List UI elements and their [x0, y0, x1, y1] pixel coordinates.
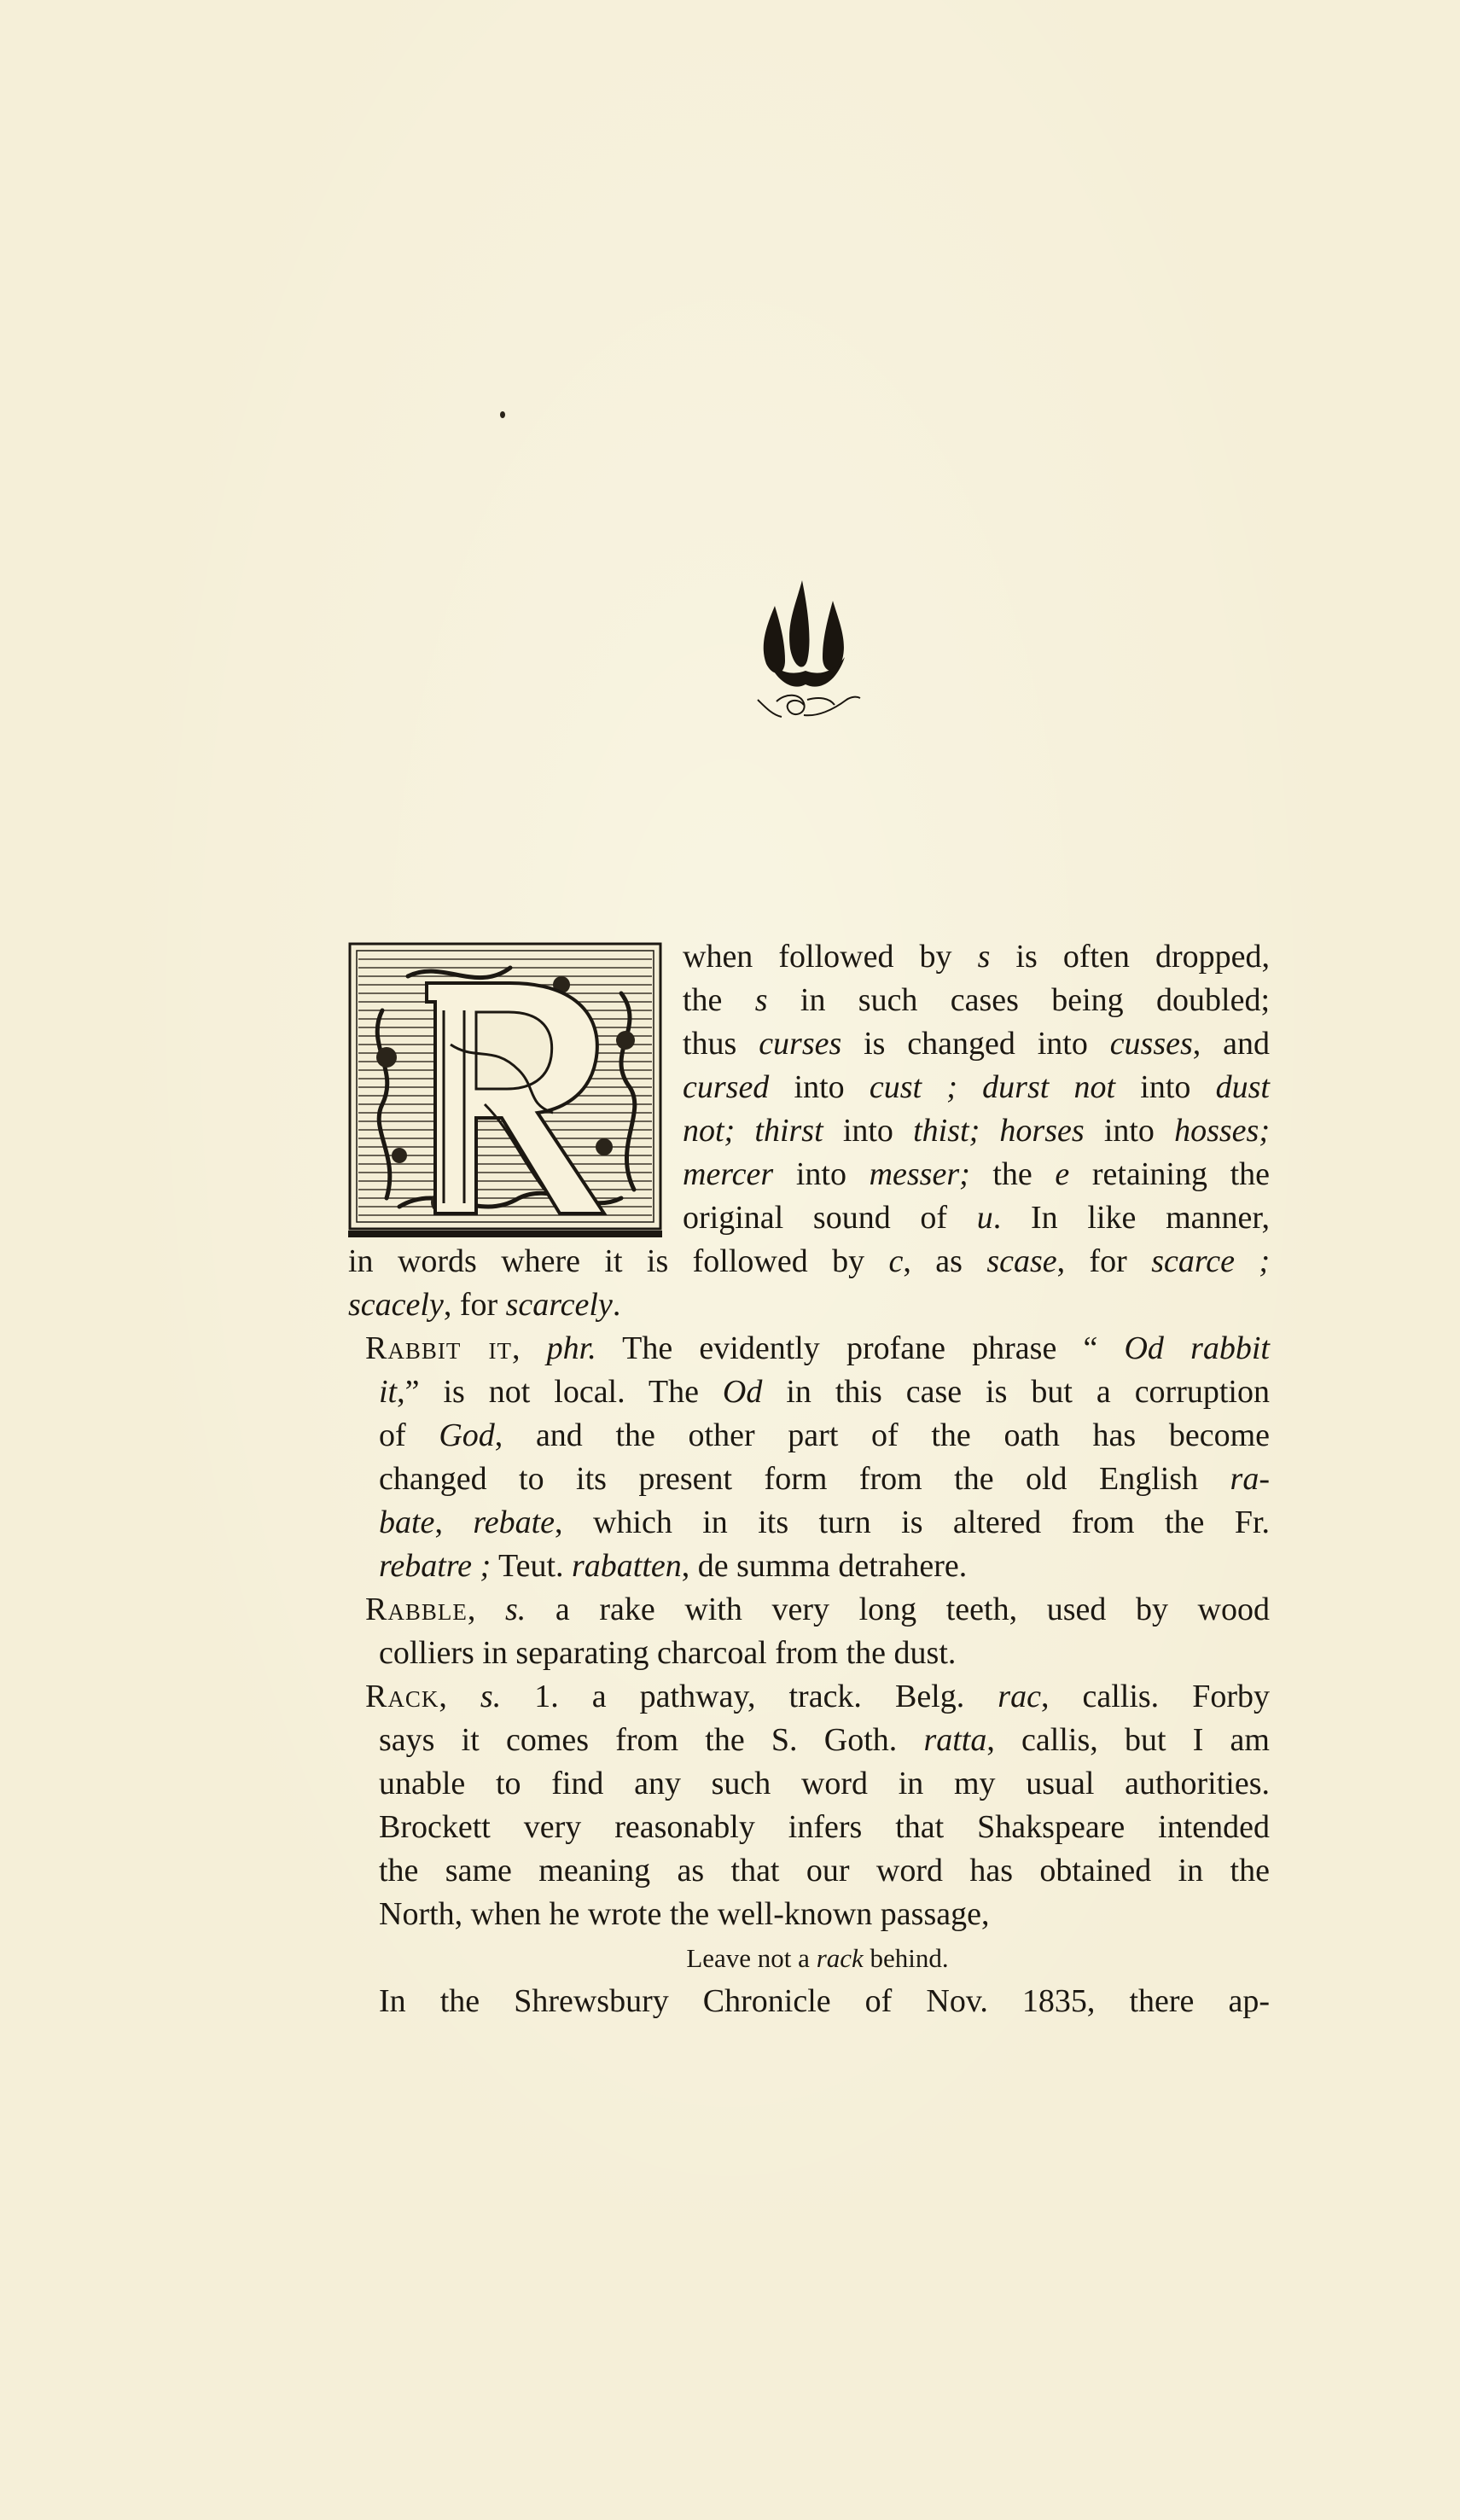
italic-term: e	[1055, 1156, 1070, 1192]
decorated-initial-r-icon	[348, 942, 662, 1239]
flame-ornament	[751, 572, 862, 742]
italic-term: dust	[1215, 1069, 1270, 1105]
dictionary-text	[348, 935, 1270, 2023]
italic-term: it	[379, 1374, 398, 1410]
italic-term: rebate	[473, 1504, 555, 1540]
italic-term: rack	[816, 1943, 864, 1973]
text-line: original sound of u. In like manner,	[683, 1200, 1271, 1236]
text-line: says it comes from the S. Goth. ratta, callis, but I am	[379, 1722, 1270, 1758]
italic-term: hosses;	[1174, 1113, 1270, 1149]
italic-term: ratta	[923, 1722, 987, 1758]
quotation: Leave not a rack behind.	[686, 1943, 949, 1973]
italic-term: scase	[986, 1243, 1057, 1279]
entry-first-line: Rack, s. 1. a pathway, track. Belg. rac, callis. Forby	[365, 1679, 1270, 1714]
text-line: of God, and the other part of the oath has become	[379, 1417, 1271, 1453]
italic-term: c	[888, 1243, 904, 1279]
text-line: thus curses is changed into cusses, and	[683, 1026, 1270, 1062]
entry-headword: Rabble	[365, 1592, 468, 1627]
italic-term: mercer	[683, 1156, 774, 1192]
text-line: unable to find any such word in my usual authorities.	[379, 1766, 1270, 1801]
italic-term: horses	[999, 1113, 1085, 1149]
text-line: In the Shrewsbury Chronicle of Nov. 1835, there ap-	[379, 1983, 1270, 2019]
italic-term: rabatten	[572, 1548, 682, 1584]
italic-term: not; thirst	[683, 1113, 823, 1149]
text-line: when followed by s is often dropped,	[683, 939, 1270, 975]
ink-speck	[500, 411, 505, 418]
dictionary-entry	[348, 1675, 1270, 1936]
text-line: rebatre ; Teut. rabatten, de summa detrahere.	[379, 1548, 968, 1584]
text-line: colliers in separating charcoal from the dust.	[379, 1635, 957, 1671]
italic-term: s	[754, 982, 768, 1018]
italic-term: ra-	[1230, 1461, 1270, 1497]
text-line: in words where it is followed by c, as scase, for scarce ;	[348, 1243, 1271, 1279]
dictionary-entry	[348, 1327, 1270, 1588]
italic-term: curses	[759, 1026, 842, 1062]
text-line: scacely, for scarcely.	[348, 1287, 621, 1323]
text-line: North, when he wrote the well-known passage,	[379, 1896, 990, 1932]
italic-term: rac	[998, 1679, 1041, 1714]
text-line: mercer into messer; the e retaining the	[683, 1156, 1270, 1192]
italic-term: bate	[379, 1504, 435, 1540]
italic-term: s.	[504, 1592, 526, 1627]
italic-term: cursed	[683, 1069, 770, 1105]
text-line: bate, rebate, which in its turn is altered from the Fr.	[379, 1504, 1271, 1540]
italic-term: durst not	[982, 1069, 1116, 1105]
text-line: the s in such cases being doubled;	[683, 982, 1270, 1018]
italic-term: thist;	[913, 1113, 980, 1149]
italic-term: messer;	[869, 1156, 970, 1192]
entry-headword: Rabbit it	[365, 1330, 512, 1366]
dictionary-entry	[348, 1588, 1270, 1675]
initial-wrapped-lines	[683, 935, 1270, 1240]
italic-term: God	[439, 1417, 495, 1453]
italic-term: cust ;	[869, 1069, 957, 1105]
text-line: Brockett very reasonably infers that Shakspeare intended	[379, 1809, 1270, 1845]
italic-term: phr.	[546, 1330, 596, 1366]
italic-term: scarcely	[505, 1287, 613, 1323]
text-line: not; thirst into thist; horses into hosses;	[683, 1113, 1270, 1149]
italic-term: u	[976, 1200, 993, 1236]
entry-headword: Rack	[365, 1679, 439, 1714]
italic-term: scacely	[348, 1287, 444, 1323]
text-line: it,” is not local. The Od in this case is but a corruption	[379, 1374, 1270, 1410]
opening-paragraph	[348, 935, 1270, 1240]
italic-term: s	[977, 939, 991, 975]
opening-paragraph-continuation	[348, 1240, 1270, 1327]
italic-term: cusses	[1109, 1026, 1193, 1062]
text-line: changed to its present form from the old English ra-	[379, 1461, 1270, 1497]
italic-term: Od	[722, 1374, 763, 1410]
text-line: the same meaning as that our word has obtained in the	[379, 1853, 1270, 1889]
text-line: cursed into cust ; durst not into dust	[683, 1069, 1270, 1105]
entry-first-line: Rabbit it, phr. The evidently profane phrase “ Od rabbit	[365, 1330, 1270, 1366]
italic-term: scarce ;	[1151, 1243, 1271, 1279]
italic-term: s.	[480, 1679, 502, 1714]
entries-list	[348, 1327, 1270, 1936]
final-line	[348, 1980, 1270, 2023]
italic-term: rebatre ;	[379, 1548, 492, 1584]
italic-term: Od rabbit	[1124, 1330, 1270, 1366]
entry-first-line: Rabble, s. a rake with very long teeth, used by wood	[365, 1592, 1270, 1627]
